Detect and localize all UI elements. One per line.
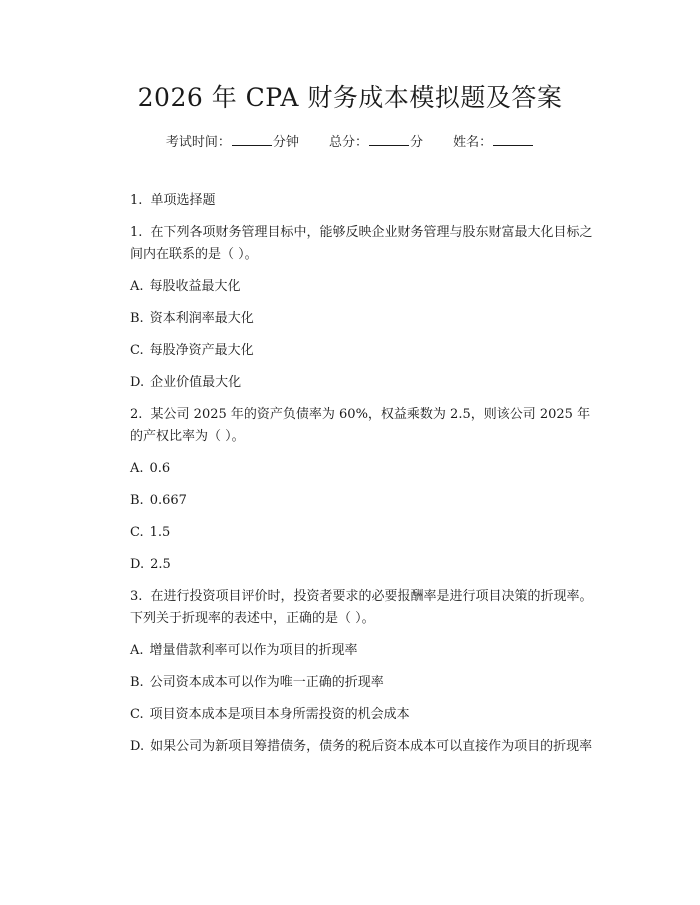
total-score-unit: 分: [410, 135, 424, 150]
question-text: 某公司 2025 年的资产负债率为 60%，权益乘数为 2.5，则该公司 2025 年的产权比率为（ ）。: [130, 407, 591, 444]
option-b: [130, 308, 595, 330]
name-blank: [493, 133, 533, 146]
question-1: [130, 222, 595, 266]
exam-time-unit: 分钟: [272, 135, 299, 150]
option-text: 企业价值最大化: [150, 375, 242, 390]
section-number: 1.: [130, 193, 143, 208]
name-label: 姓名：: [453, 135, 493, 150]
option-letter: A.: [130, 279, 144, 294]
option-letter: B.: [130, 311, 144, 326]
option-letter: A.: [130, 461, 144, 476]
exam-time-blank: [232, 133, 272, 146]
exam-time-field: [166, 133, 299, 152]
option-text: 每股净资产最大化: [149, 343, 254, 358]
option-text: 1.5: [149, 525, 171, 540]
option-text: 如果公司为新项目筹措债务，债务的税后资本成本可以直接作为项目的折现率: [150, 739, 593, 754]
total-score-label: 总分：: [328, 135, 368, 150]
option-c: [130, 340, 595, 362]
option-d: [130, 554, 595, 576]
question-2: [130, 404, 595, 448]
option-letter: C.: [130, 525, 144, 540]
option-b: [130, 490, 595, 512]
option-text: 每股收益最大化: [149, 279, 241, 294]
exam-info-line: [0, 133, 700, 152]
option-b: [130, 672, 595, 694]
total-score-field: [329, 133, 423, 152]
question-number: 1.: [130, 225, 143, 240]
option-text: 0.6: [149, 461, 171, 476]
option-c: [130, 704, 595, 726]
option-c: [130, 522, 595, 544]
total-score-blank: [369, 133, 409, 146]
option-letter: B.: [130, 493, 144, 508]
option-text: 增量借款利率可以作为项目的折现率: [149, 643, 358, 658]
option-letter: D.: [130, 375, 145, 390]
question-3: [130, 586, 595, 630]
option-letter: D.: [130, 557, 145, 572]
option-letter: A.: [130, 643, 144, 658]
option-a: [130, 276, 595, 298]
option-d: [130, 372, 595, 394]
option-text: 项目资本成本是项目本身所需投资的机会成本: [149, 707, 410, 722]
question-text: 在进行投资项目评价时，投资者要求的必要报酬率是进行项目决策的折现率。下列关于折现率的表述中，正确的是（ ）。: [130, 589, 593, 626]
page-title: 2026 年 CPA 财务成本模拟题及答案: [137, 83, 563, 112]
exam-time-label: 考试时间：: [165, 135, 231, 150]
option-letter: C.: [130, 343, 144, 358]
option-text: 公司资本成本可以作为唯一正确的折现率: [149, 675, 384, 690]
question-number: 2.: [130, 407, 143, 422]
option-text: 资本利润率最大化: [149, 311, 254, 326]
option-letter: D.: [130, 739, 145, 754]
name-field: [453, 133, 534, 152]
option-text: 0.667: [149, 493, 187, 508]
option-letter: B.: [130, 675, 144, 690]
section-label: 单项选择题: [150, 193, 216, 208]
option-a: [130, 458, 595, 480]
section-heading: [130, 190, 595, 212]
option-text: 2.5: [150, 557, 171, 572]
option-letter: C.: [130, 707, 144, 722]
question-content: [130, 190, 595, 768]
option-d: [130, 736, 595, 758]
question-text: 在下列各项财务管理目标中，能够反映企业财务管理与股东财富最大化目标之间内在联系的是（ ）。: [130, 225, 593, 262]
question-number: 3.: [130, 589, 143, 604]
option-a: [130, 640, 595, 662]
